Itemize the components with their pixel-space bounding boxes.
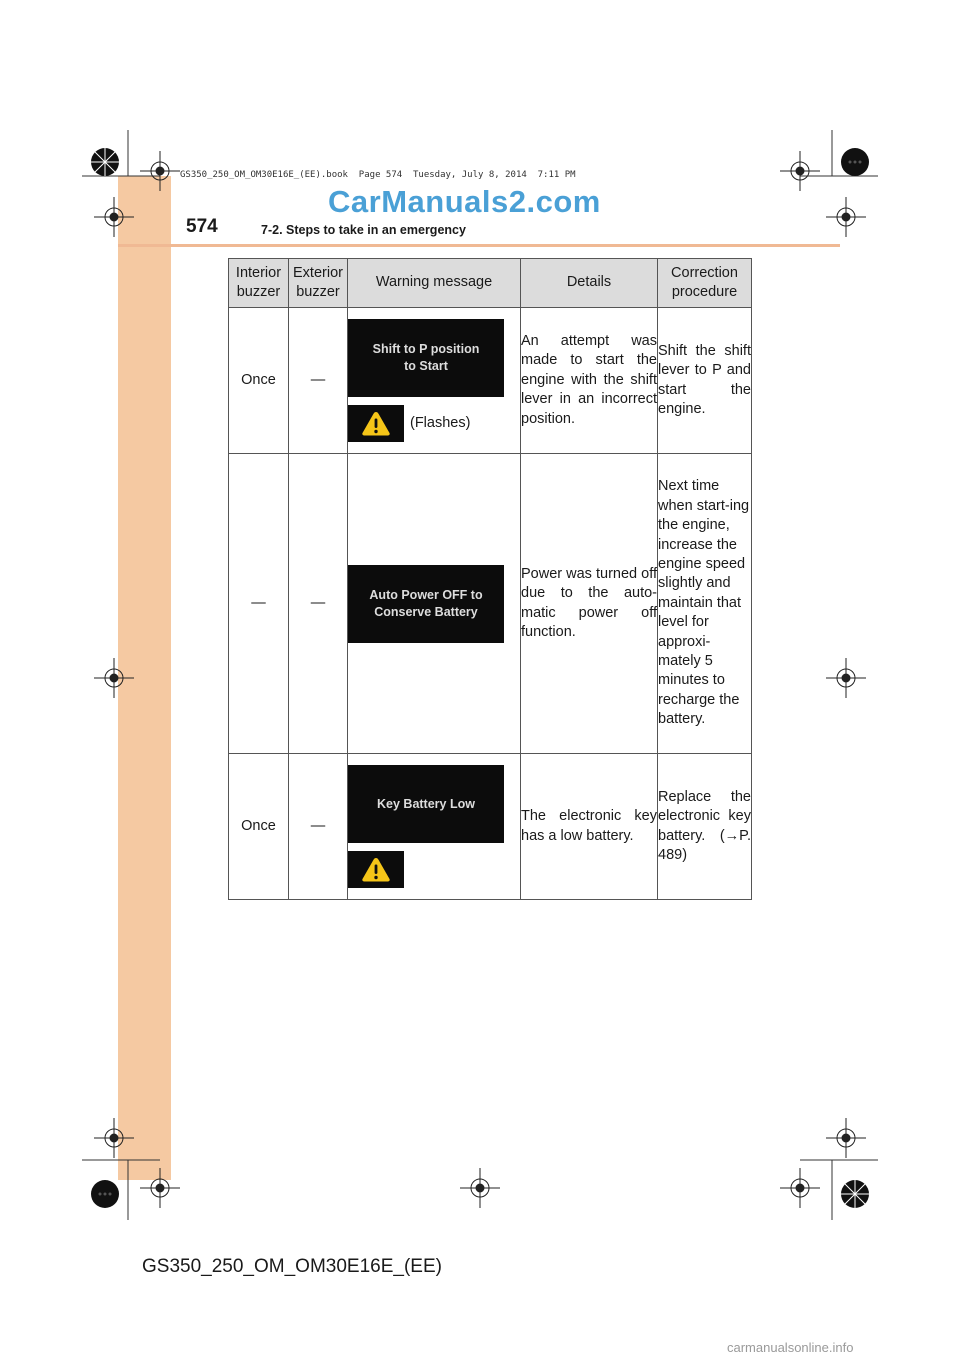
registration-mark-icon [826, 197, 866, 237]
dotted-circle-mark-icon [839, 146, 871, 178]
flashes-note: (Flashes) [410, 414, 471, 431]
table-header-row [229, 259, 752, 308]
watermark-logo: CarManuals2.com [328, 184, 601, 219]
column-header-correction-procedure: Correction procedure [658, 259, 752, 308]
registration-mark-icon [826, 1118, 866, 1158]
registration-mark-icon [780, 1168, 820, 1208]
exterior-buzzer-cell: — [289, 754, 348, 900]
display-message-screen: Shift to P position to Start [348, 319, 504, 397]
warning-message-cell [348, 754, 521, 900]
correction-cell: Replace the electronic key battery. (→P. 489) [658, 754, 752, 900]
column-header-exterior-buzzer: Exterior buzzer [289, 259, 348, 308]
interior-buzzer-cell: — [229, 454, 289, 754]
warning-triangle-icon [348, 405, 404, 442]
page-number: 574 [186, 216, 218, 237]
watermark-url: carmanualsonline.info [727, 1340, 854, 1355]
section-title: 7-2. Steps to take in an emergency [261, 223, 466, 237]
exterior-buzzer-cell: — [289, 308, 348, 454]
dotted-circle-mark-icon [89, 1178, 121, 1210]
registration-mark-icon [460, 1168, 500, 1208]
display-message-screen: Key Battery Low [348, 765, 504, 843]
column-header-interior-buzzer: Interior buzzer [229, 259, 289, 308]
column-header-warning-message: Warning message [348, 259, 521, 308]
table-row [229, 754, 752, 900]
details-cell: Power was turned off due to the auto-matic power off function. [521, 454, 658, 754]
registration-mark-icon [140, 151, 180, 191]
display-message-screen: Auto Power OFF to Conserve Battery [348, 565, 504, 643]
table-row [229, 454, 752, 754]
column-header-details: Details [521, 259, 658, 308]
warning-message-cell [348, 454, 521, 754]
correction-cell: Shift the shift lever to P and start the engine. [658, 308, 752, 454]
correction-cell: Next time when start-ing the engine, increase the engine speed slightly and maintain that level for approxi-mately 5 minutes to recharge the battery. [658, 454, 752, 754]
details-cell: An attempt was made to start the engine with the shift lever in an incorrect position. [521, 308, 658, 454]
starburst-mark-icon [89, 146, 121, 178]
interior-buzzer-cell: Once [229, 308, 289, 454]
registration-mark-icon [94, 1118, 134, 1158]
registration-mark-icon [780, 151, 820, 191]
warning-message-cell [348, 308, 521, 454]
starburst-mark-icon [839, 1178, 871, 1210]
registration-mark-icon [826, 658, 866, 698]
exterior-buzzer-cell: — [289, 454, 348, 754]
table-row [229, 308, 752, 454]
details-cell: The electronic key has a low battery. [521, 754, 658, 900]
warning-triangle-icon [348, 851, 404, 888]
book-stamp: GS350_250_OM_OM30E16E_(EE).book Page 574 Tuesday, July 8, 2014 7:11 PM [180, 170, 576, 180]
interior-buzzer-cell: Once [229, 754, 289, 900]
registration-mark-icon [94, 658, 134, 698]
registration-mark-icon [140, 1168, 180, 1208]
registration-mark-icon [94, 197, 134, 237]
warning-message-table [228, 258, 752, 900]
document-code: GS350_250_OM_OM30E16E_(EE) [142, 1256, 442, 1277]
